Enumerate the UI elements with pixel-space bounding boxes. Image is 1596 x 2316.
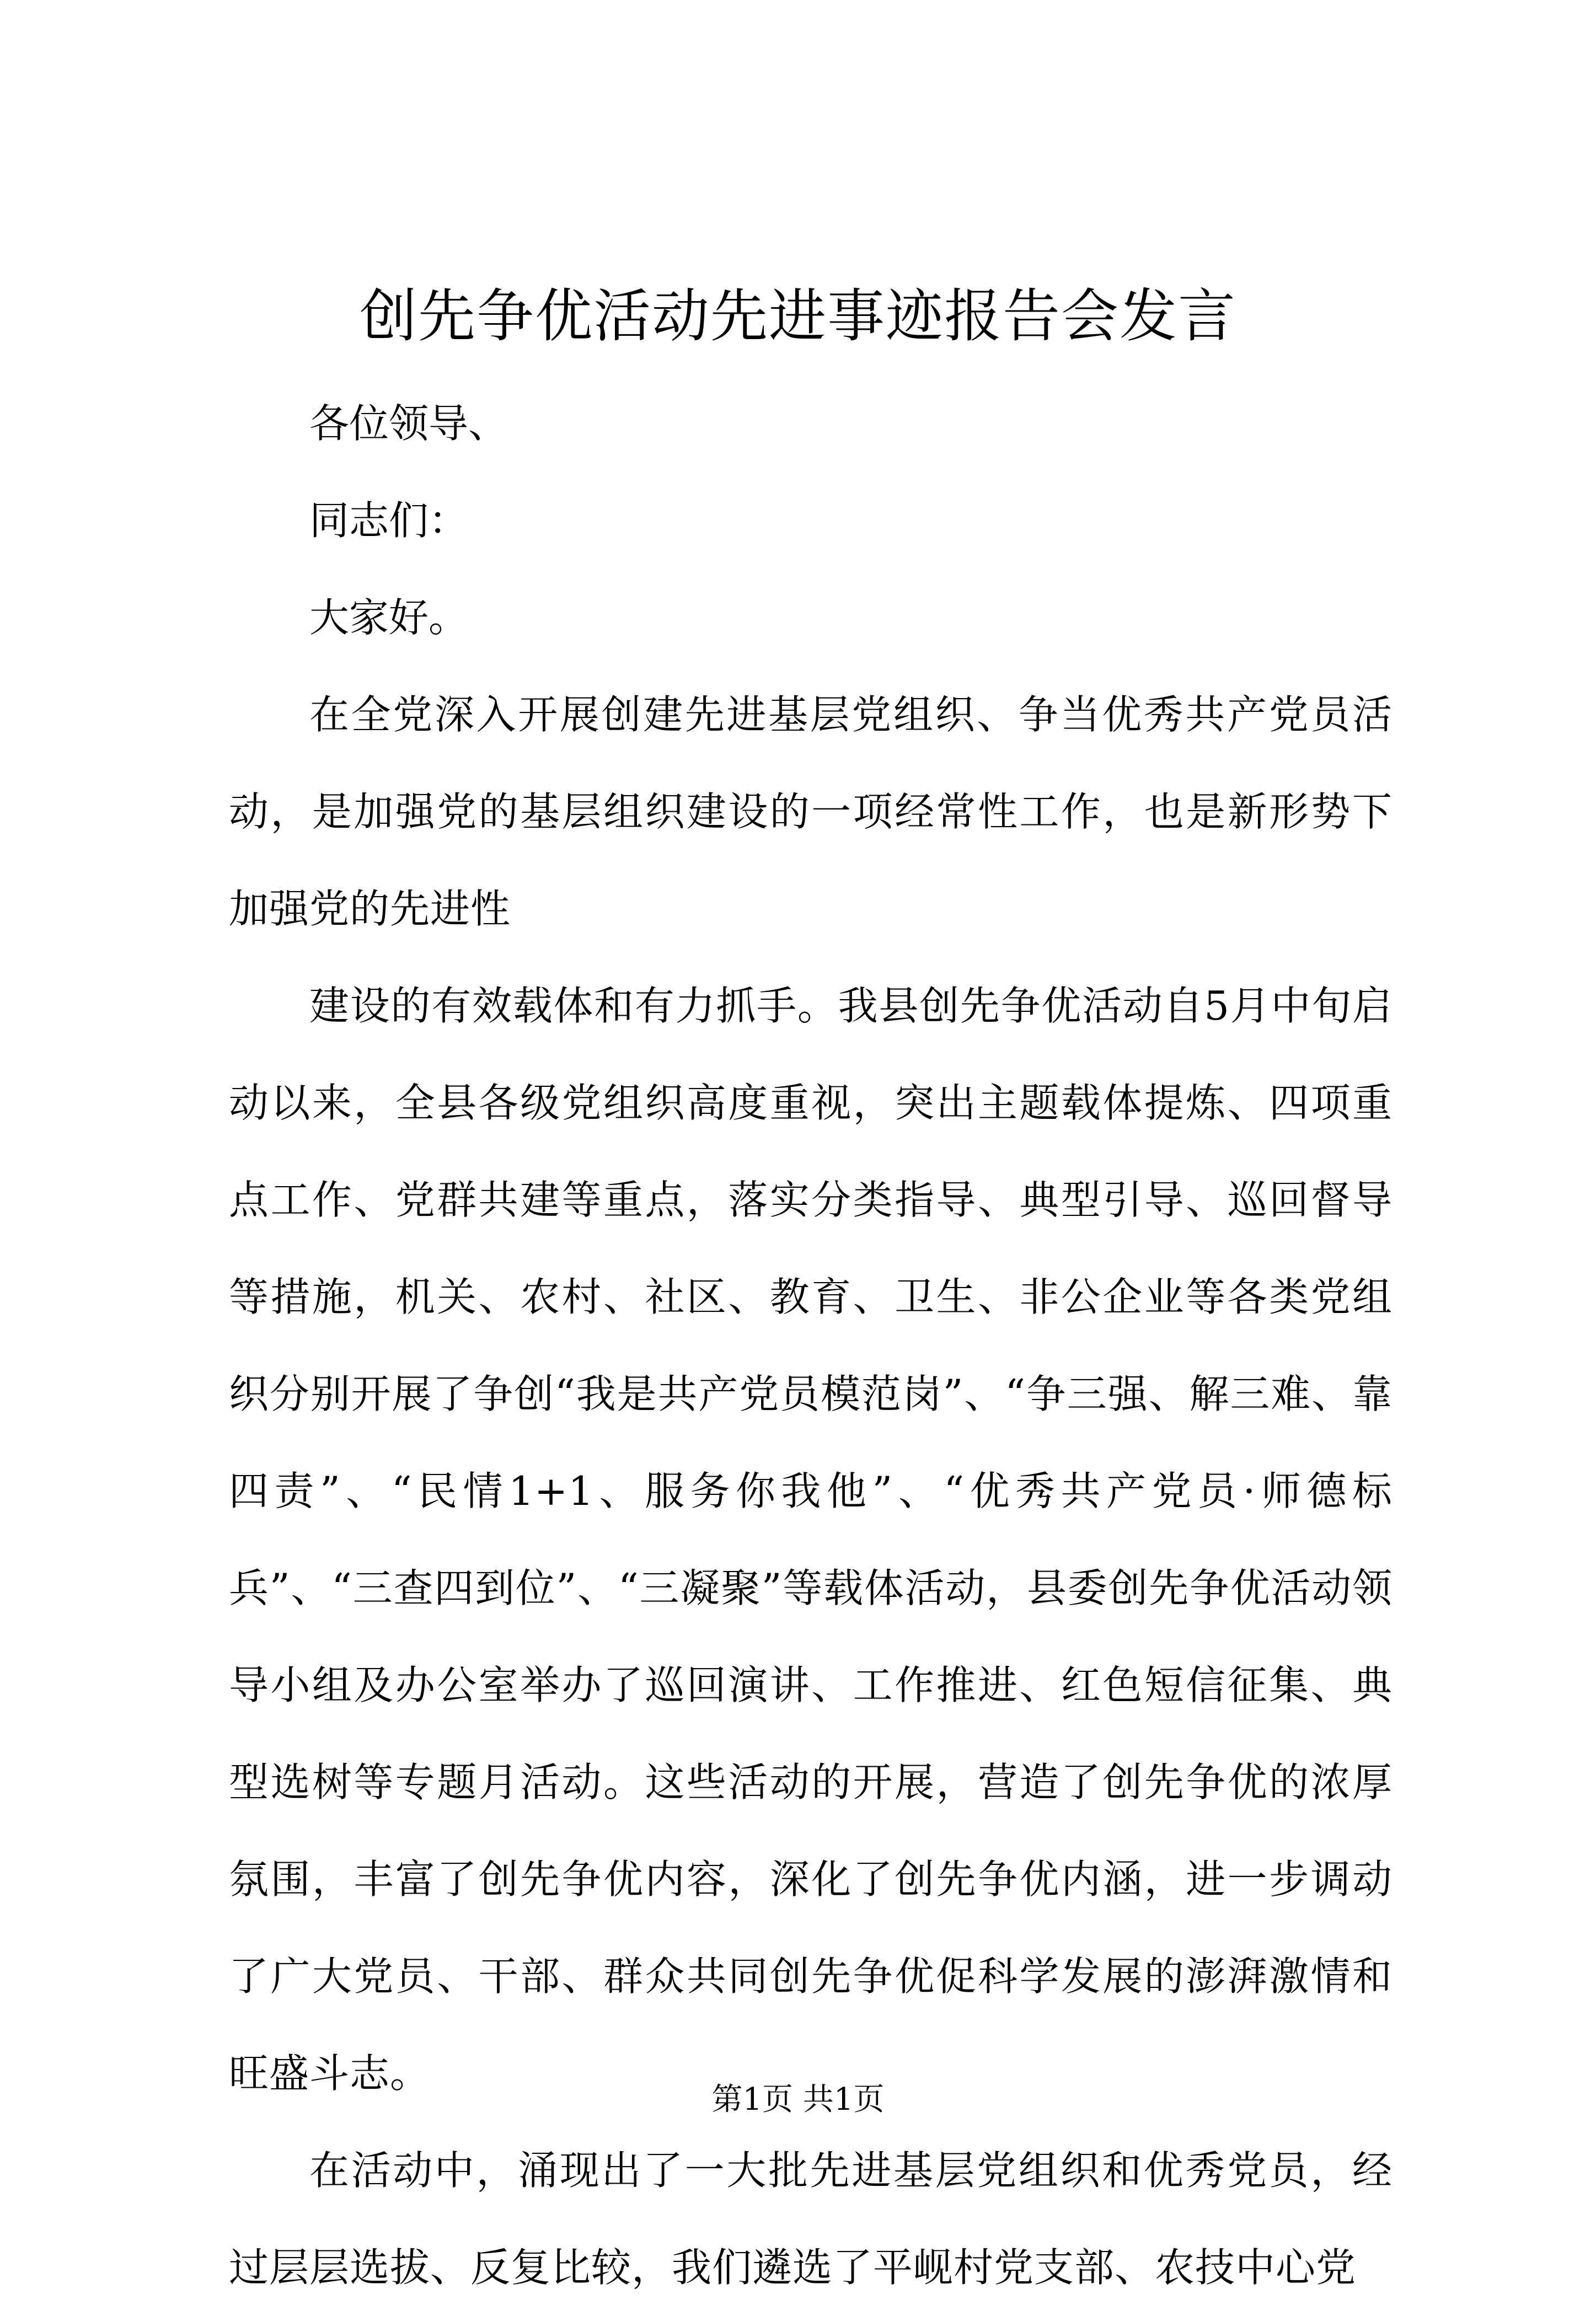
body-paragraph: 建设的有效载体和有力抓手。我县创先争优活动自5月中旬启动以来，全县各级党组织高度重视，突出主题载体提炼、四项重点工作、党群共建等重点，落实分类指导、典型引导、巡回督导等措施，机关、农村、社区、教育、卫生、非公企业等各类党组织分别开展了争创“我是共产党员模范岗”、“争三强、解三难、靠四责”、“民情1+1、服务你我他”、“优秀共产党员·师德标兵”、“三查四到位”、“三凝聚”等载体活动，县委创先争优活动领导小组及办公室举办了巡回演讲、工作推进、红色短信征集、典型选树等专题月活动。这些活动的开展，营造了创先争优的浓厚氛围，丰富了创先争优内容，深化了创先争优内涵，进一步调动了广大党员、干部、群众共同创先争优促科学发展的澎湃激情和旺盛斗志。 xyxy=(229,983,1393,2097)
body-paragraph: 在全党深入开展创建先进基层党组织、争当优秀共产党员活动，是加强党的基层组织建设的一项经常性工作，也是新形势下加强党的先进性 xyxy=(229,691,1393,932)
salutation-line: 同志们： xyxy=(309,497,469,544)
salutation-line: 大家好。 xyxy=(309,594,469,641)
page-footer: 第1页 共1页 xyxy=(711,2082,885,2117)
document-title: 创先争优活动先进事迹报告会发言 xyxy=(359,282,1236,350)
document-body xyxy=(229,375,1393,2316)
body-paragraph: 在活动中，涌现出了一大批先进基层党组织和优秀党员，经过层层选拔、反复比较，我们遴选了平岘村党支部、农技中心党 xyxy=(229,2147,1393,2291)
salutation-line: 各位领导、 xyxy=(309,400,508,447)
